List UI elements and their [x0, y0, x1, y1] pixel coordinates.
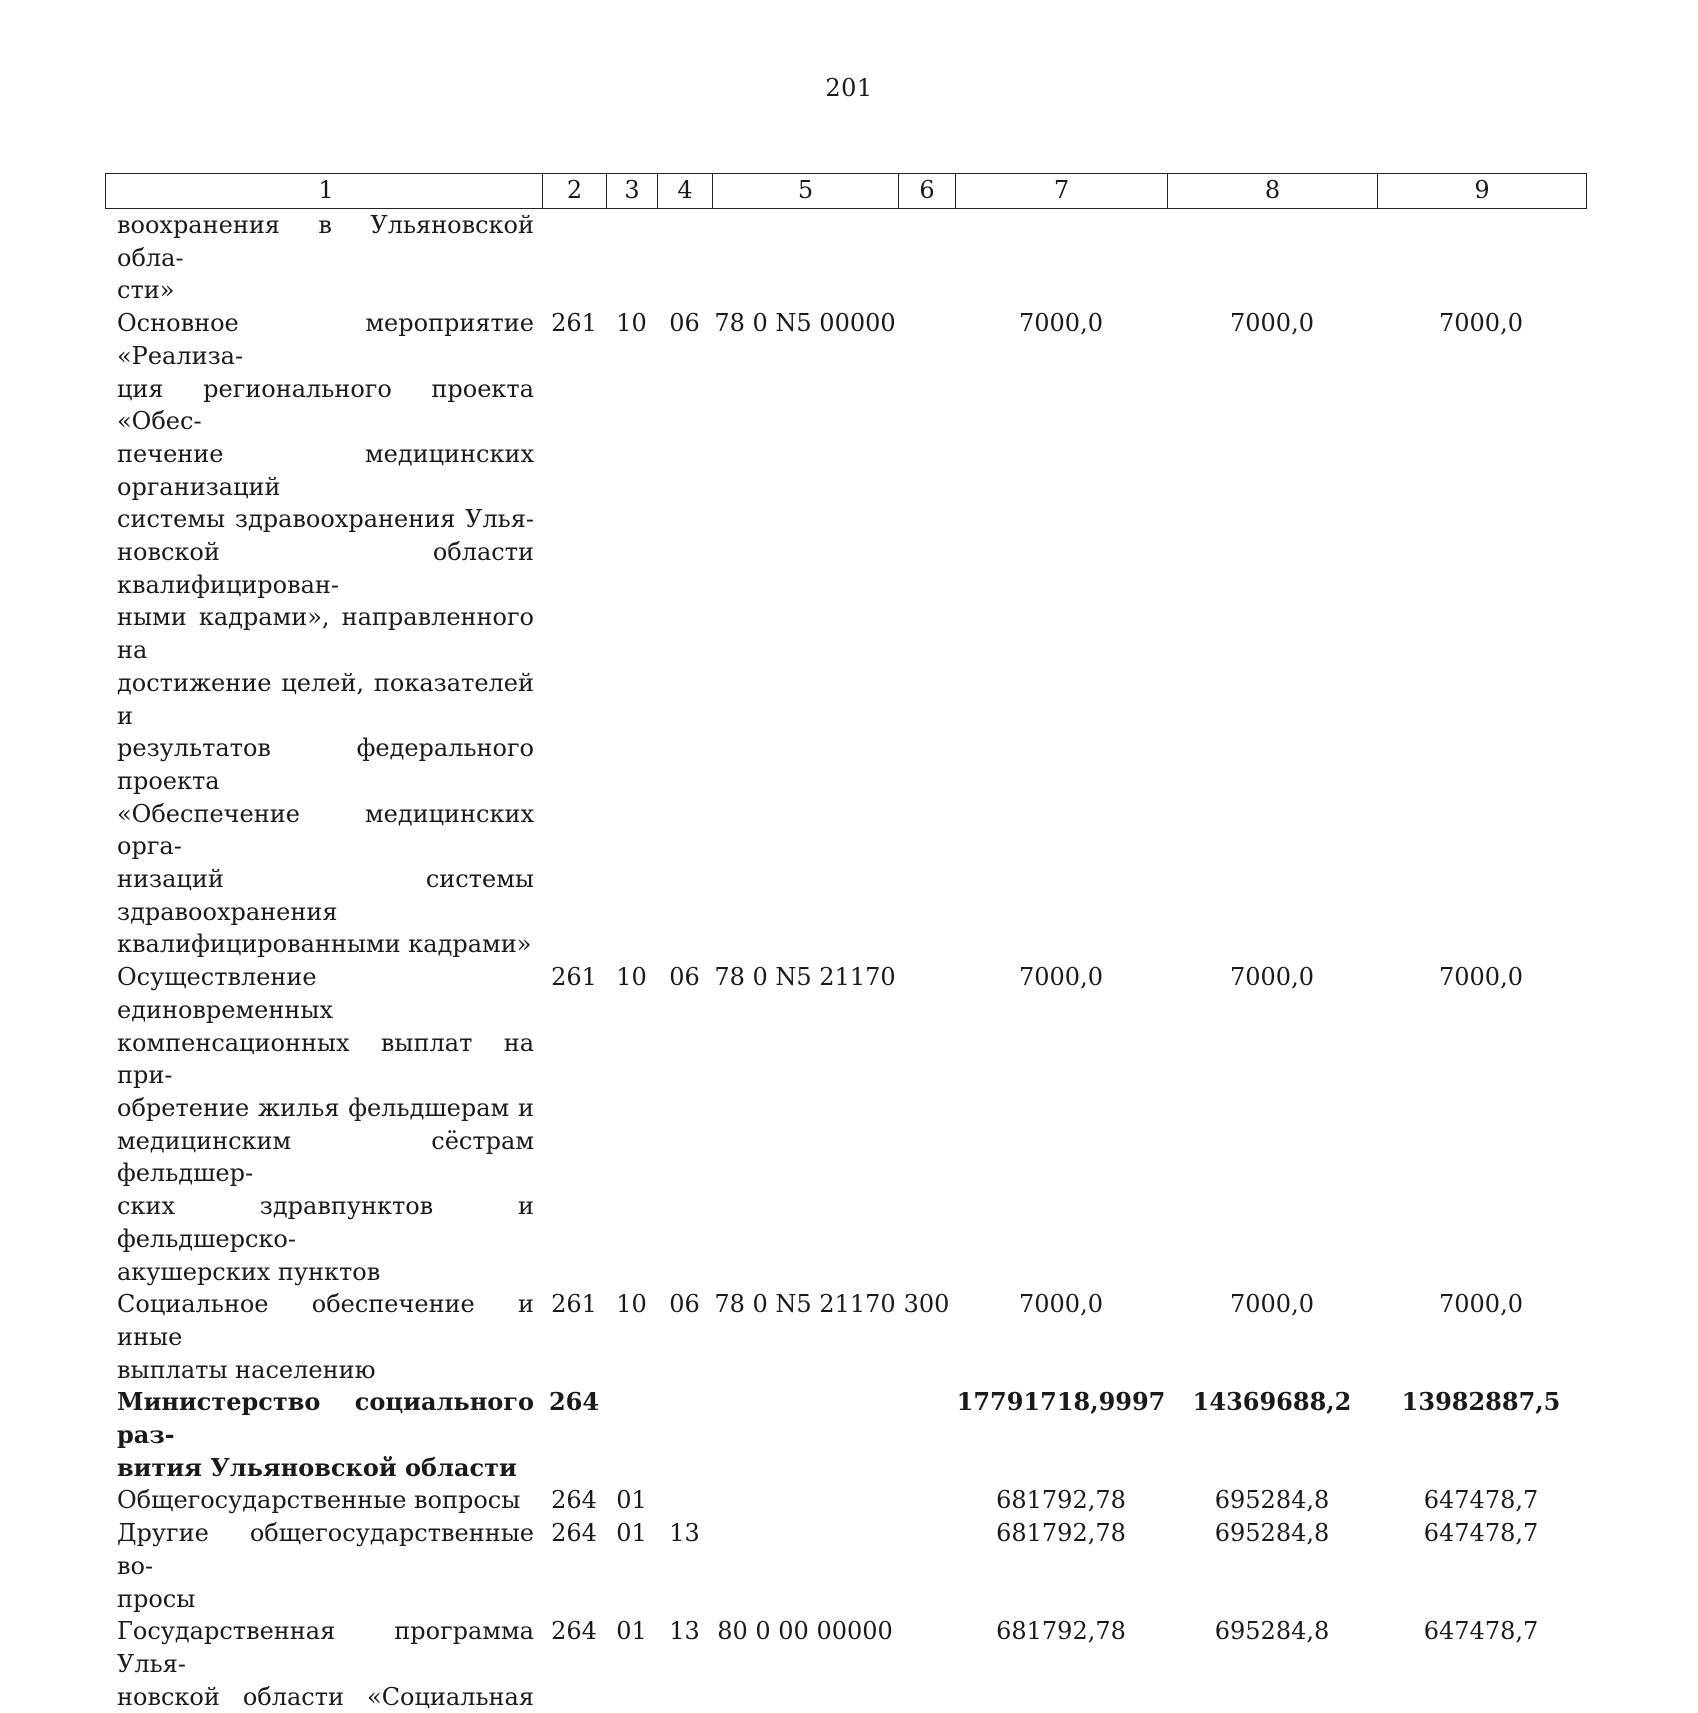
table-row	[105, 1517, 1585, 1615]
cell-col-9: 647478,7	[1423, 1486, 1539, 1515]
row-description	[105, 1517, 542, 1615]
description-line: вития Ульяновской области	[117, 1452, 517, 1482]
header-cell-6: 6	[899, 174, 956, 208]
table-header	[105, 173, 1587, 209]
cell-col-2: 264	[548, 1387, 600, 1417]
description-line: Государственная программа Улья-	[117, 1617, 534, 1678]
table-row	[105, 1386, 1585, 1484]
description-line: выплаты населению	[117, 1355, 376, 1384]
description-line: ских здравпунктов и фельдшерско-	[117, 1192, 534, 1253]
table-row	[105, 961, 1585, 1288]
header-cell-4: 4	[658, 174, 713, 208]
row-description	[105, 209, 542, 307]
cell-col-3: 01	[616, 1486, 647, 1515]
cell-col-7: 7000,0	[1019, 1290, 1103, 1319]
description-line: квалифицированными кадрами»	[117, 930, 532, 959]
description-line: низаций системы здравоохранения	[117, 865, 534, 926]
header-cell-9: 9	[1474, 176, 1490, 204]
cell-col-3: 01	[616, 1519, 647, 1548]
cell-col-8: 695284,8	[1214, 1486, 1330, 1515]
row-description	[105, 1288, 542, 1386]
description-line: медицинским сёстрам фельдшер-	[117, 1126, 534, 1188]
header-cell-2: 2	[543, 174, 607, 208]
header-cell-3: 3	[607, 174, 658, 208]
description-line: Другие общегосударственные во-	[117, 1519, 534, 1580]
cell-col-5: 78 0 N5 21170	[714, 1290, 896, 1319]
cell-col-5: 78 0 N5 00000	[714, 309, 896, 338]
cell-col-9: 13982887,5	[1401, 1387, 1561, 1417]
cell-col-2: 264	[551, 1617, 597, 1646]
description-line: Министерство социального раз-	[117, 1387, 534, 1450]
cell-col-8: 695284,8	[1214, 1519, 1330, 1548]
row-description	[105, 1615, 542, 1713]
cell-col-3: 10	[616, 309, 647, 338]
description-line: акушерских пунктов	[117, 1257, 381, 1286]
description-line: новской области «Социальная	[117, 1682, 534, 1711]
cell-col-7: 7000,0	[1019, 309, 1103, 338]
cell-col-3: 10	[616, 963, 647, 992]
cell-col-2: 261	[551, 963, 597, 992]
cell-col-7: 7000,0	[1019, 963, 1103, 992]
cell-col-9: 647478,7	[1423, 1519, 1539, 1548]
cell-col-5: 80 0 00 00000	[717, 1617, 893, 1646]
description-line: «Обеспечение медицинских орга-	[117, 799, 534, 861]
description-line: ция регионального проекта «Обес-	[117, 374, 534, 436]
description-line: просы	[117, 1584, 196, 1613]
cell-col-5: 78 0 N5 21170	[714, 963, 896, 992]
description-line: печение медицинских организаций	[117, 439, 534, 501]
cell-col-3: 10	[616, 1290, 647, 1319]
description-line: результатов федерального проекта	[117, 734, 534, 795]
cell-col-9: 647478,7	[1423, 1617, 1539, 1646]
description-line: ными кадрами», направленного на	[117, 603, 534, 665]
row-description	[105, 961, 542, 1288]
row-description	[105, 1484, 542, 1517]
cell-col-4: 06	[669, 963, 700, 992]
description-line: системы здравоохранения Улья-	[117, 505, 534, 534]
cell-col-2: 264	[551, 1519, 597, 1548]
cell-col-6: 300	[903, 1290, 950, 1319]
description-line: Социальное обеспечение и иные	[117, 1290, 534, 1351]
cell-col-4: 13	[669, 1519, 700, 1548]
cell-col-7: 681792,78	[996, 1486, 1126, 1515]
cell-col-9: 7000,0	[1439, 1290, 1523, 1319]
cell-col-2: 261	[551, 309, 597, 338]
description-line: компенсационных выплат на при-	[117, 1028, 534, 1090]
cell-col-7: 17791718,9997	[956, 1387, 1166, 1417]
description-line: достижение целей, показателей и	[117, 668, 534, 730]
cell-col-3: 01	[616, 1617, 647, 1646]
header-cell-1: 1	[106, 174, 543, 208]
description-line: новской области квалифицирован-	[117, 538, 534, 599]
cell-col-2: 264	[551, 1486, 597, 1515]
description-line: Осуществление единовременных	[117, 963, 333, 1024]
description-line: обретение жилья фельдшерам и	[117, 1093, 534, 1122]
table-row	[105, 1484, 1585, 1517]
cell-col-4: 06	[669, 1290, 700, 1319]
cell-col-8: 7000,0	[1230, 1290, 1314, 1319]
row-description	[105, 307, 542, 961]
page-number: 201	[825, 74, 873, 102]
cell-col-8: 695284,8	[1214, 1617, 1330, 1646]
table-row	[105, 1288, 1585, 1386]
cell-col-2: 261	[551, 1290, 597, 1319]
header-cell-8: 8	[1168, 174, 1378, 208]
description-line: Основное мероприятие «Реализа-	[117, 309, 534, 370]
table-row	[105, 307, 1585, 961]
cell-col-9: 7000,0	[1439, 309, 1523, 338]
cell-col-4: 06	[669, 309, 700, 338]
cell-col-8: 14369688,2	[1192, 1387, 1352, 1417]
table-body	[105, 209, 1585, 1713]
header-cell-7: 7	[956, 174, 1168, 208]
cell-col-4: 13	[669, 1617, 700, 1646]
table-row	[105, 209, 1585, 307]
cell-col-8: 7000,0	[1230, 309, 1314, 338]
cell-col-9: 7000,0	[1439, 963, 1523, 992]
table-row	[105, 1615, 1585, 1713]
cell-col-7: 681792,78	[996, 1519, 1126, 1548]
description-line: Общегосударственные вопросы	[117, 1486, 521, 1515]
cell-col-8: 7000,0	[1230, 963, 1314, 992]
description-line: сти»	[117, 276, 175, 305]
description-line: воохранения в Ульяновской обла-	[117, 211, 534, 272]
row-description	[105, 1386, 542, 1484]
cell-col-7: 681792,78	[996, 1617, 1126, 1646]
header-cell-5: 5	[713, 174, 899, 208]
